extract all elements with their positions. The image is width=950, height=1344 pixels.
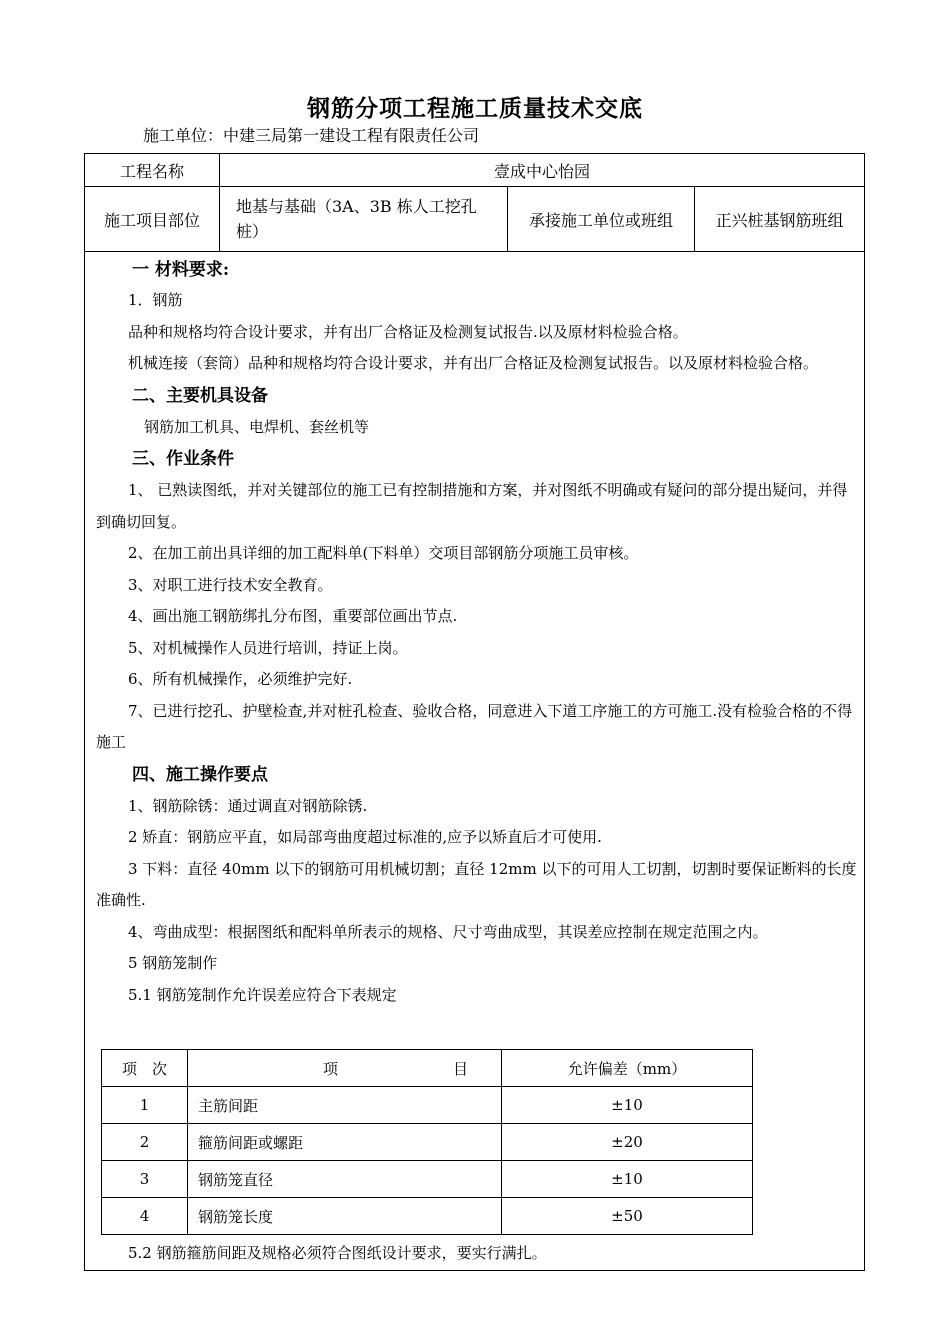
section-conditions-heading: 三、作业条件 bbox=[132, 449, 234, 469]
operation-item: 5.1 钢筋笼制作允许误差应符合下表规定 bbox=[128, 985, 397, 1004]
row-item: 钢筋笼直径 bbox=[188, 1161, 502, 1198]
section-equipment-heading: 二、主要机具设备 bbox=[132, 385, 268, 406]
row-item: 主筋间距 bbox=[188, 1087, 502, 1124]
project-name-row bbox=[85, 154, 865, 187]
materials-paragraph: 品种和规格均符合设计要求，并有出厂合格证及检测复试报告.以及原材料检验合格。 bbox=[128, 322, 688, 341]
operation-item: 4、弯曲成型：根据图纸和配料单所表示的规格、尺寸弯曲成型，其误差应控制在规定范围之内。 bbox=[128, 922, 768, 941]
team-label: 承接施工单位或班组 bbox=[508, 187, 695, 252]
project-part-value: 地基与基础（3A、3B 栋人工挖孔桩） bbox=[220, 187, 508, 252]
row-deviation: ±10 bbox=[502, 1161, 753, 1198]
materials-paragraph: 机械连接（套筒）品种和规格均符合设计要求，并有出厂合格证及检测复试报告。以及原材料检验合格。 bbox=[128, 354, 819, 372]
row-no: 1 bbox=[102, 1087, 188, 1124]
col-no-header: 项 次 bbox=[102, 1050, 188, 1087]
project-name-value: 壹成中心怡园 bbox=[220, 154, 865, 187]
operation-item: 2 矫直：钢筋应平直，如局部弯曲度超过标准的,应予以矫直后才可使用. bbox=[128, 828, 602, 846]
stirrup-requirement-paragraph: 5.2 钢筋箍筋间距及规格必须符合图纸设计要求，要实行满扎。 bbox=[128, 1244, 547, 1262]
construction-unit-line: 施工单位：中建三局第一建设工程有限责任公司 bbox=[143, 126, 480, 145]
operation-item: 5 钢筋笼制作 bbox=[128, 954, 218, 972]
row-item: 箍筋间距或螺距 bbox=[188, 1124, 502, 1161]
table-row bbox=[102, 1198, 753, 1235]
row-deviation: ±50 bbox=[502, 1198, 753, 1235]
table-row bbox=[102, 1161, 753, 1198]
tolerance-header-row bbox=[102, 1050, 753, 1087]
row-deviation: ±10 bbox=[502, 1087, 753, 1124]
conditions-item: 1、 已熟读图纸，并对关键部位的施工已有控制措施和方案，并对图纸不明确或有疑问的部分提出疑问，并得到确切回复。 bbox=[96, 481, 848, 531]
project-info-table bbox=[84, 153, 865, 252]
col-deviation-header: 允许偏差（mm） bbox=[502, 1050, 753, 1087]
table-row bbox=[102, 1087, 753, 1124]
conditions-item: 5、对机械操作人员进行培训，持证上岗。 bbox=[128, 638, 408, 657]
row-deviation: ±20 bbox=[502, 1124, 753, 1161]
col-item-header-b: 目 bbox=[452, 1059, 468, 1078]
conditions-item: 3、对职工进行技术安全教育。 bbox=[128, 575, 333, 594]
conditions-item: 7、已进行挖孔、护壁检查,并对桩孔检查、验收合格，同意进入下道工序施工的方可施工.没有检验合格的不得施工 bbox=[96, 701, 853, 751]
section-operation-heading: 四、施工操作要点 bbox=[132, 764, 268, 785]
operation-item: 3 下料：直径 40mm 以下的钢筋可用机械切割；直径 12mm 以下的可用人工切割，切割时要保证断料的长度准确性. bbox=[96, 859, 857, 909]
disclosure-body bbox=[96, 255, 858, 1011]
col-item-header-a: 项 bbox=[322, 1059, 338, 1078]
equipment-paragraph: 钢筋加工机具、电焊机、套丝机等 bbox=[144, 417, 370, 436]
row-no: 2 bbox=[102, 1124, 188, 1161]
project-part-row bbox=[85, 187, 865, 252]
row-item: 钢筋笼长度 bbox=[188, 1198, 502, 1235]
conditions-item: 2、在加工前出具详细的加工配料单(下料单）交项目部钢筋分项施工员审核。 bbox=[128, 544, 639, 562]
conditions-item: 6、所有机械操作，必须维护完好. bbox=[128, 670, 353, 688]
operation-item: 1、钢筋除锈：通过调直对钢筋除锈. bbox=[128, 796, 368, 815]
document-title: 钢筋分项工程施工质量技术交底 bbox=[307, 95, 643, 122]
col-item-header bbox=[188, 1050, 502, 1087]
tolerance-table bbox=[101, 1049, 753, 1235]
table-row bbox=[102, 1124, 753, 1161]
project-part-label: 施工项目部位 bbox=[85, 187, 220, 252]
section-materials-heading: 一 材料要求: bbox=[132, 260, 230, 280]
materials-item-rebar: 1．钢筋 bbox=[128, 291, 183, 309]
row-no: 4 bbox=[102, 1198, 188, 1235]
row-no: 3 bbox=[102, 1161, 188, 1198]
project-name-label: 工程名称 bbox=[85, 154, 220, 187]
conditions-item: 4、画出施工钢筋绑扎分布图，重要部位画出节点. bbox=[128, 607, 458, 625]
team-value: 正兴桩基钢筋班组 bbox=[695, 187, 865, 252]
